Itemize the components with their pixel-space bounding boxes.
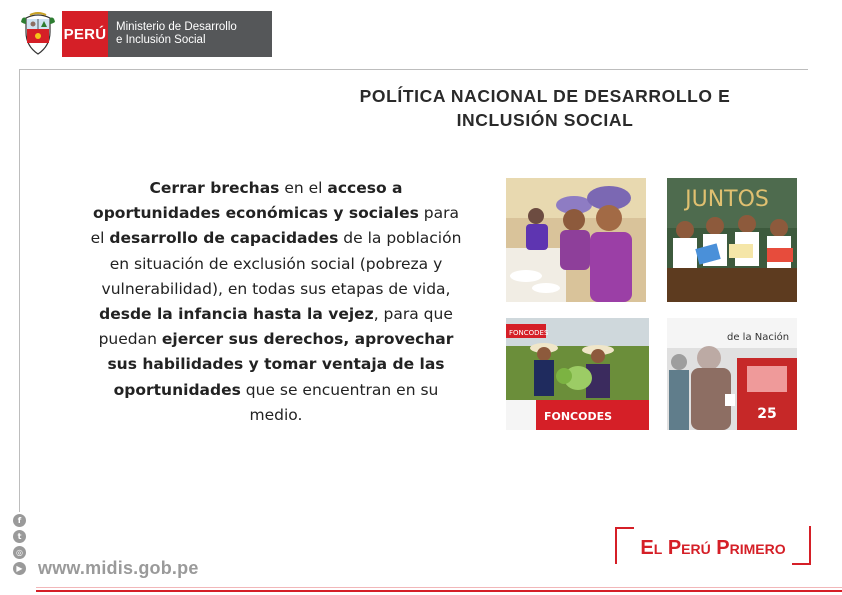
facebook-icon[interactable]: f: [13, 514, 26, 527]
el-peru-primero-logo: [614, 524, 812, 566]
bottom-rule-thin: [36, 587, 842, 588]
title-line-1: POLÍTICA NACIONAL DE DESARROLLO E: [359, 86, 731, 106]
coat-of-arms-icon: [20, 12, 56, 56]
photo-market-women: [506, 318, 649, 430]
left-divider: [19, 69, 20, 512]
instagram-icon[interactable]: ◎: [13, 546, 26, 559]
top-divider: [19, 69, 808, 70]
slogan-text: El Perú Primero: [640, 537, 786, 559]
photo-juntos-reading: [667, 178, 797, 302]
body-text-bold: desarrollo de capacidades: [109, 229, 339, 248]
policy-description: [86, 176, 466, 428]
website-url[interactable]: www.midis.gob.pe: [38, 558, 199, 578]
brand-country: PERÚ: [62, 11, 108, 57]
youtube-icon[interactable]: ▶: [13, 562, 26, 575]
bank-window-number: 25: [757, 406, 777, 422]
brand-ministry: [108, 11, 272, 57]
market-sign-left: FONCODES: [509, 329, 549, 337]
body-text-bold: desde la infancia hasta la vejez: [99, 305, 374, 324]
photo-children-eating: [506, 178, 646, 302]
body-text-bold: Cerrar brechas: [149, 179, 280, 197]
body-text-regular: de la población en situación de exclusión social (pobreza y vulnerabilidad), en todas sus etapas de vida,: [101, 229, 462, 298]
body-text-regular: que se encuentran en su medio.: [240, 380, 439, 424]
ministry-logo: [20, 11, 272, 57]
twitter-icon[interactable]: t: [13, 530, 26, 543]
ministry-line-2: e Inclusión Social: [116, 34, 206, 46]
bottom-rule: [36, 590, 842, 592]
body-text-regular: , para que puedan: [98, 305, 453, 349]
bank-sign: de la Nación: [727, 332, 790, 343]
market-sign-right: FONCODES: [543, 410, 613, 423]
brand-block: [62, 11, 272, 57]
juntos-board-text: JUNTOS: [685, 187, 769, 212]
social-icons: [13, 514, 26, 575]
body-text-regular: en el: [279, 179, 328, 197]
body-text-bold: ejercer sus derechos, aprovechar sus habilidades y tomar ventaja de las oportunidades: [107, 330, 454, 399]
title-line-2: INCLUSIÓN SOCIAL: [456, 110, 634, 130]
ministry-line-1: Ministerio de Desarrollo: [116, 21, 237, 33]
body-text-bold: acceso a oportunidades económicas y sociales: [93, 179, 419, 223]
photo-elderly-bank: [667, 318, 797, 430]
body-text-regular: para el: [90, 204, 459, 248]
page-title: [280, 84, 810, 132]
